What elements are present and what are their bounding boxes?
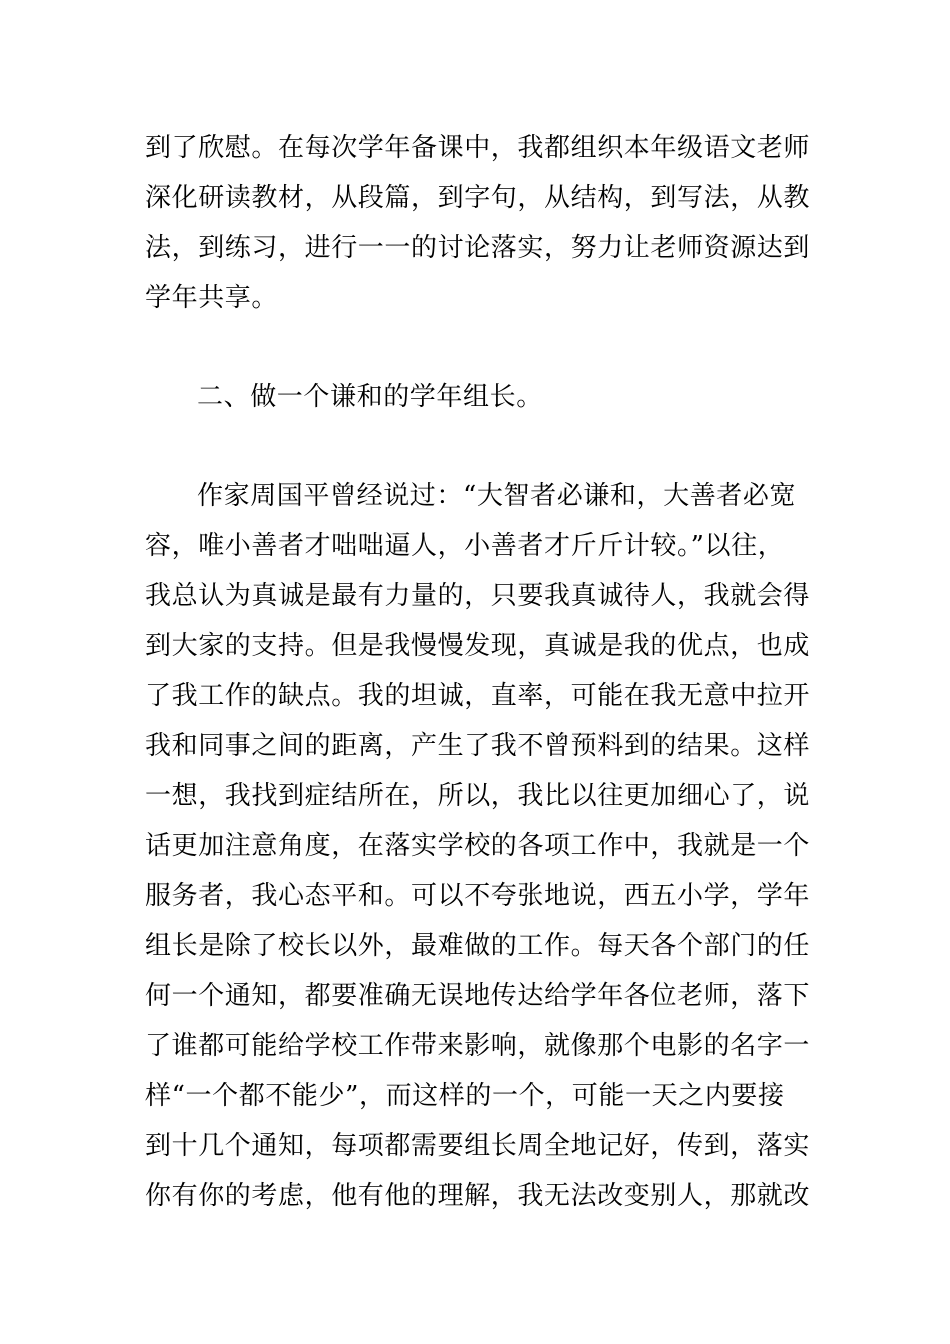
paragraph-line: 深化研读教材，从段篇，到字句，从结构，到写法，从教: [145, 183, 811, 213]
paragraph-line: 学年共享。: [145, 283, 279, 313]
paragraph-line: 组长是除了校长以外，最难做的工作。每天各个部门的任: [145, 931, 811, 961]
paragraph-line: 服务者，我心态平和。可以不夸张地说，西五小学，学年: [145, 881, 811, 911]
paragraph-line: 样“一个都不能少”，而这样的一个，可能一天之内要接: [145, 1081, 785, 1111]
paragraph-line: 到十几个通知，每项都需要组长周全地记好，传到，落实: [145, 1131, 811, 1161]
paragraph-line: 作家周国平曾经说过：“大智者必谦和，大善者必宽: [197, 481, 797, 511]
paragraph-line: 一想，我找到症结所在，所以，我比以往更加细心了，说: [145, 781, 811, 811]
paragraph-line: 话更加注意角度，在落实学校的各项工作中，我就是一个: [145, 831, 811, 861]
paragraph-line: 了我工作的缺点。我的坦诚，直率，可能在我无意中拉开: [145, 681, 811, 711]
paragraph-line: 我和同事之间的距离，产生了我不曾预料到的结果。这样: [145, 731, 811, 761]
paragraph-line: 你有你的考虑，他有他的理解，我无法改变别人，那就改: [145, 1181, 811, 1211]
paragraph-line: 容，唯小善者才咄咄逼人，小善者才斤斤计较。”以往，: [145, 531, 785, 561]
paragraph-line: 我总认为真诚是最有力量的，只要我真诚待人，我就会得: [145, 581, 811, 611]
section-heading: 二、做一个谦和的学年组长。: [197, 382, 543, 412]
paragraph-line: 何一个通知，都要准确无误地传达给学年各位老师，落下: [145, 981, 811, 1011]
paragraph-line: 到大家的支持。但是我慢慢发现，真诚是我的优点，也成: [145, 631, 811, 661]
paragraph-line: 了谁都可能给学校工作带来影响，就像那个电影的名字一: [145, 1031, 811, 1061]
paragraph-line: 法，到练习，进行一一的讨论落实，努力让老师资源达到: [145, 233, 811, 263]
paragraph-line: 到了欣慰。在每次学年备课中，我都组织本年级语文老师: [145, 133, 811, 163]
